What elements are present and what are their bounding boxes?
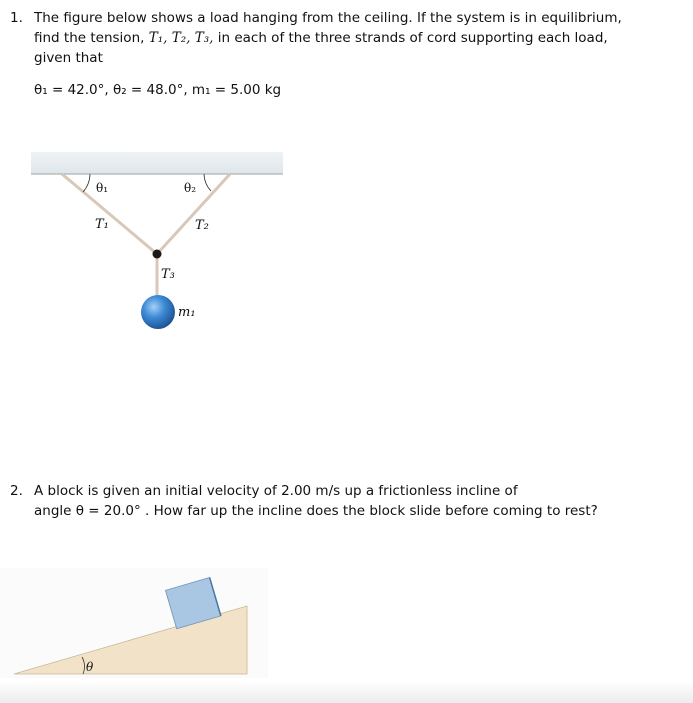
m1-label: m₁ [178,305,196,320]
question-1 [10,8,680,100]
mass-ball [141,295,175,329]
cord-t1 [62,174,157,254]
question-1-line-1: The figure below shows a load hanging from the ceiling. If the system is in equilibrium, [34,10,622,26]
theta2-label: θ₂ [184,181,197,195]
t1-label: T₁ [95,217,109,232]
incline-figure [0,568,270,680]
theta-label: θ [86,660,94,674]
t3-label: T₃ [161,267,175,282]
question-1-line-3: given that [34,50,103,66]
hanging-load-figure [28,150,288,340]
theta1-arc [83,174,90,192]
question-2 [10,481,680,521]
ceiling [31,152,283,174]
theta1-label: θ₁ [96,181,109,195]
question-1-line-2: find the tension, T₁, T₂, T₃, in each of the three strands of cord supporting each load, [34,30,608,46]
question-2-text [34,481,680,521]
question-2-line-2: angle θ = 20.0° . How far up the incline does the block slide before coming to rest? [34,503,598,519]
question-2-number: 2. [10,483,23,499]
bottom-shadow [0,681,693,703]
question-2-line-1: A block is given an initial velocity of 2.00 m/s up a frictionless incline of [34,483,518,499]
knot [153,250,162,259]
given-values: θ₁ = 42.0°, θ₂ = 48.0°, m₁ = 5.00 kg [34,82,282,98]
question-1-text [34,8,680,100]
theta2-arc [204,174,211,191]
tension-symbols: T₁, T₂, T₃, [148,30,214,46]
question-1-number: 1. [10,10,23,26]
t2-label: T₂ [195,218,209,233]
